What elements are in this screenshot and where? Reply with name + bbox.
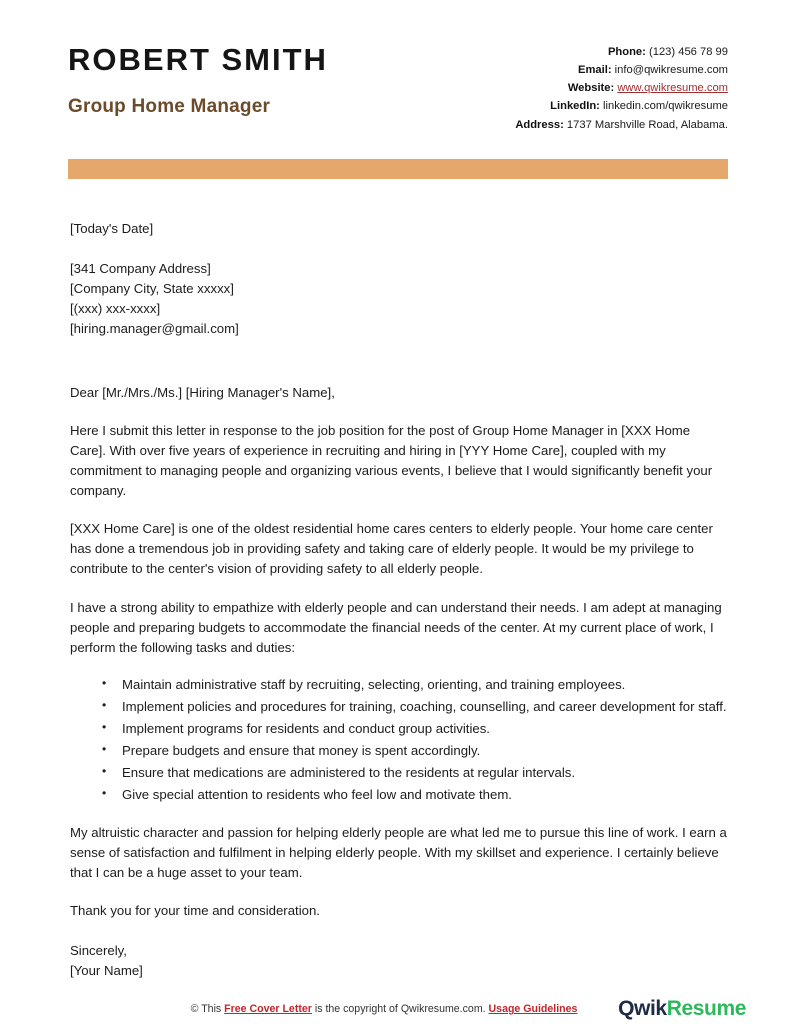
footer-prefix: © This bbox=[190, 1003, 225, 1015]
contact-info-block bbox=[515, 38, 728, 134]
salutation: Dear [Mr./Mrs./Ms.] [Hiring Manager's Name], bbox=[70, 385, 335, 401]
contact-label-linkedin: LinkedIn: bbox=[550, 100, 600, 113]
recipient-line: [(xxx) xxx-xxxx] bbox=[70, 300, 161, 316]
footer-free-cover-letter-link[interactable]: Free Cover Letter bbox=[224, 1003, 312, 1015]
list-item: • Implement programs for residents and conduct group activities. bbox=[120, 719, 728, 739]
contact-row-linkedin bbox=[515, 97, 728, 115]
body-paragraph-1: Here I submit this letter in response to the job position for the post of Group Home Manager in [XXX Home Care]. With over five years of experience in recruiting and hiring in [YYY Home Care], coupled with my commitment to managing people and organizing various events, I believe that I would significantly benefit your company. bbox=[70, 423, 713, 499]
logo-text-resume: Resume bbox=[666, 997, 746, 1020]
contact-label-address: Address: bbox=[515, 118, 564, 131]
signature-block bbox=[70, 941, 728, 981]
letter-body bbox=[0, 219, 800, 982]
footer-middle: is the copyright of Qwikresume.com. bbox=[311, 1003, 489, 1015]
body-paragraph-3: I have a strong ability to empathize with elderly people and can understand their needs. I am adept at managing people and preparing budgets to accommodate the financial needs of the center. At my current place of work, I perform the following tasks and duties: bbox=[70, 599, 722, 655]
signature-name: [Your Name] bbox=[70, 963, 143, 979]
list-item: • Give special attention to residents who feel low and motivate them. bbox=[120, 785, 728, 805]
footer-usage-guidelines-link[interactable]: Usage Guidelines bbox=[488, 1003, 578, 1015]
contact-row-phone bbox=[515, 43, 728, 61]
contact-label-phone: Phone: bbox=[607, 46, 646, 58]
contact-value-linkedin: linkedin.com/qwikresume bbox=[603, 100, 728, 113]
recipient-line: [341 Company Address] bbox=[70, 260, 211, 276]
letter-header bbox=[0, 0, 800, 134]
duties-list bbox=[70, 675, 728, 805]
list-item: • Implement policies and procedures for training, coaching, counselling, and career development for staff. bbox=[120, 697, 728, 717]
contact-label-website: Website: bbox=[567, 82, 615, 95]
applicant-name: ROBERT SMITH bbox=[68, 42, 328, 77]
logo-text-qwik: Qwik bbox=[618, 997, 667, 1020]
list-item: • Maintain administrative staff by recruiting, selecting, orienting, and training employees. bbox=[120, 675, 728, 695]
recipient-line: [Company City, State xxxxx] bbox=[70, 280, 234, 296]
body-paragraph-2: [XXX Home Care] is one of the oldest residential home cares centers to elderly people. Your home care center has done a tremendous job in providing safety and taking care of elderly people. It would be my privilege to contribute to the center's vision of providing safety to all elderly people. bbox=[70, 521, 713, 577]
contact-row-email bbox=[515, 61, 728, 79]
date-line: [Today's Date] bbox=[70, 220, 154, 236]
list-item: • Ensure that medications are administered to the residents at regular intervals. bbox=[120, 763, 728, 783]
footer-copyright-text bbox=[70, 1003, 618, 1015]
recipient-line: [hiring.manager@gmail.com] bbox=[70, 320, 239, 336]
contact-row-website bbox=[515, 79, 728, 97]
thank-you-line: Thank you for your time and consideration. bbox=[70, 903, 320, 919]
header-divider-bar bbox=[68, 159, 728, 179]
contact-label-email: Email: bbox=[577, 64, 612, 77]
contact-value-address: 1737 Marshville Road, Alabama. bbox=[566, 118, 728, 131]
recipient-address-block bbox=[70, 259, 728, 339]
contact-value-email: info@qwikresume.com bbox=[614, 64, 728, 77]
sign-off-line: Sincerely, bbox=[70, 943, 127, 959]
contact-value-website-link[interactable]: www.qwikresume.com bbox=[617, 82, 728, 95]
contact-row-address bbox=[515, 116, 728, 134]
page-footer bbox=[0, 997, 800, 1021]
body-paragraph-4: My altruistic character and passion for helping elderly people are what led me to pursue this line of work. I earn a sense of satisfaction and fulfilment in helping elderly people. With my skillset and experience. I certainly believe that I can be a huge asset to your team. bbox=[70, 825, 727, 881]
identity-block bbox=[68, 38, 328, 118]
contact-value-phone: (123) 456 78 99 bbox=[649, 46, 728, 58]
list-item: • Prepare budgets and ensure that money is spent accordingly. bbox=[120, 741, 728, 761]
qwikresume-logo bbox=[618, 997, 746, 1021]
applicant-job-title: Group Home Manager bbox=[68, 95, 271, 117]
